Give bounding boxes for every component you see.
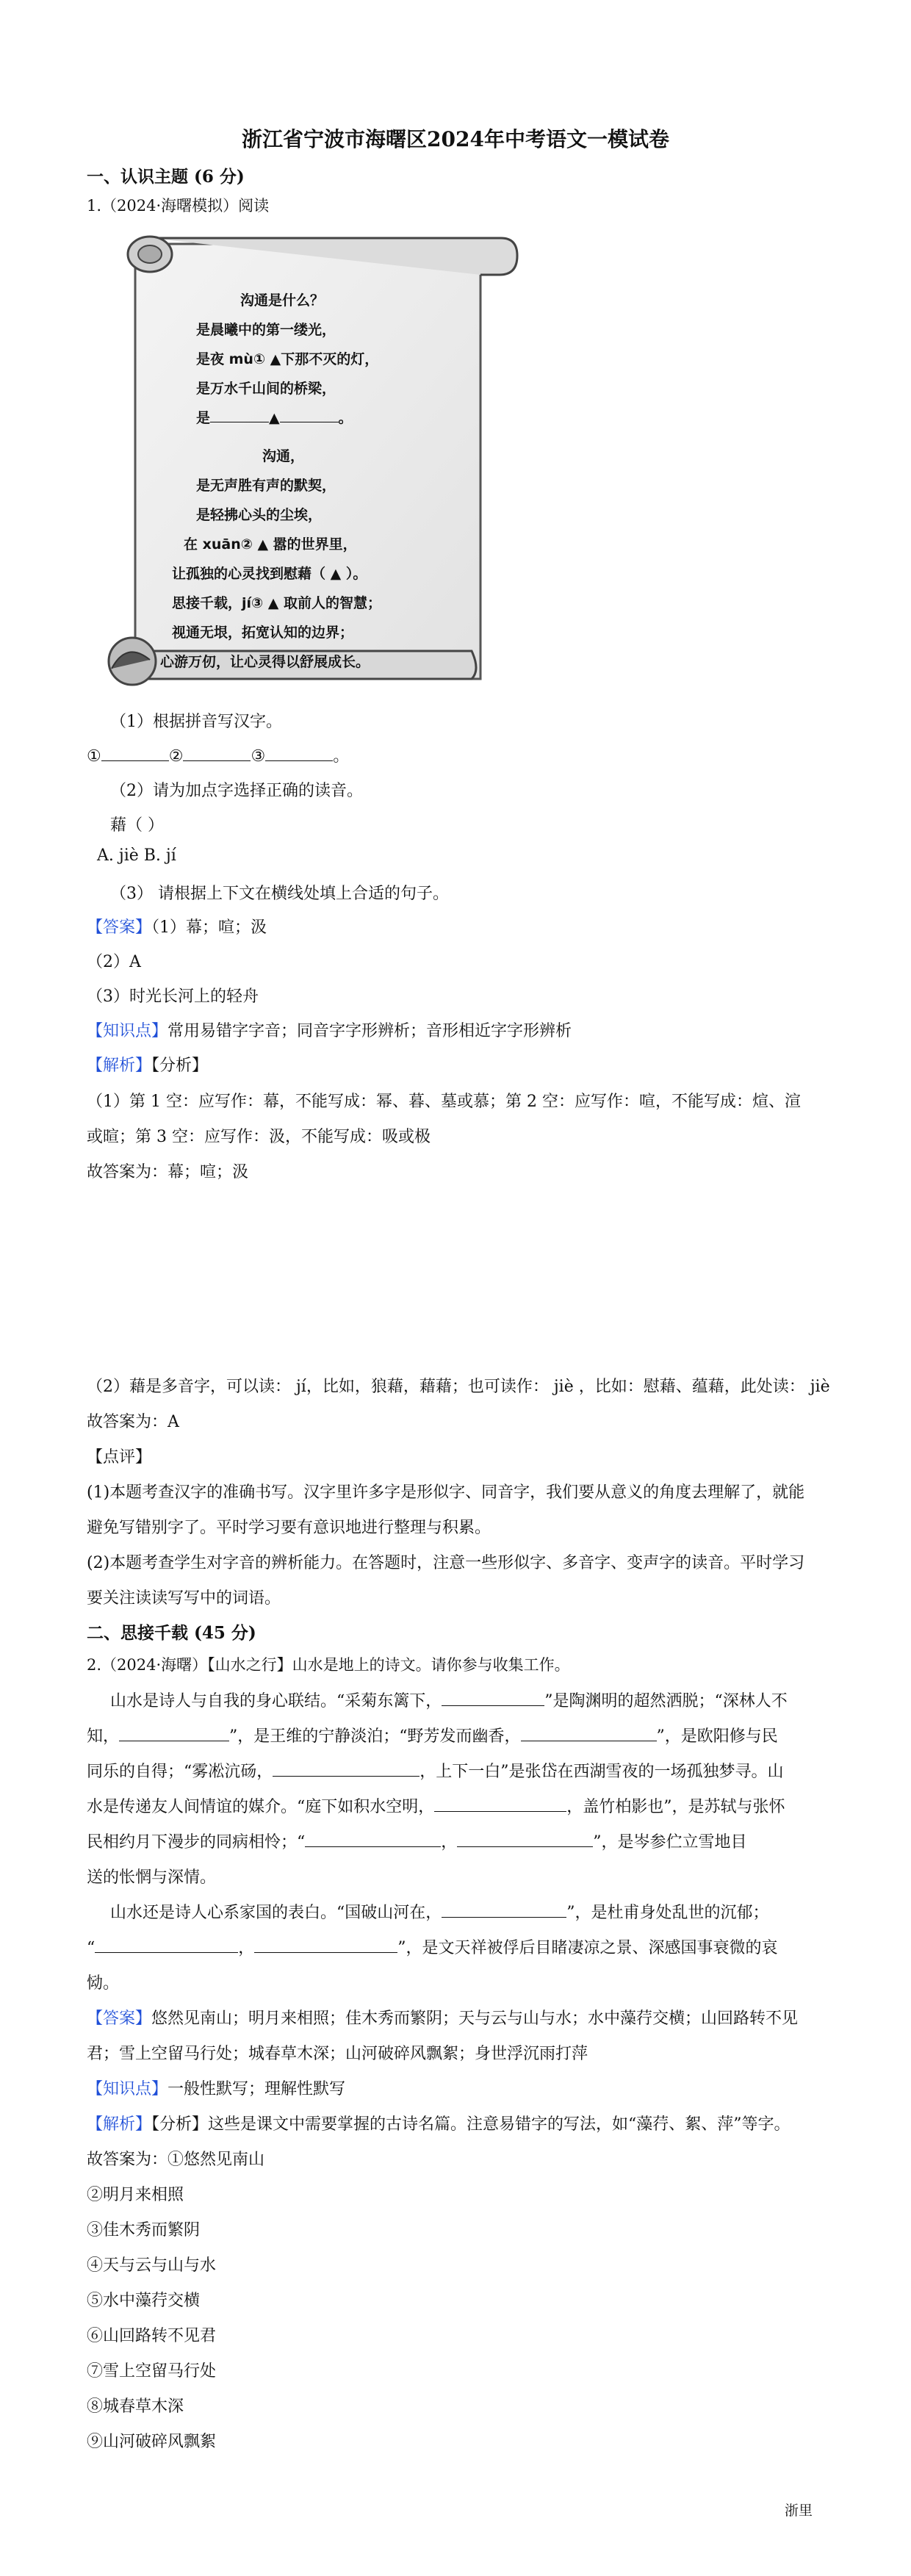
analysis-line: （2）藉是多音字，可以读： jí，比如，狼藉，藉藉；也可读作： jiè ，比如：慰藉、蕴藉，此处读： jiè: [87, 1378, 830, 1396]
passage-line: 民相约月下漫步的同病相怜；“ ， ”，是岑参伫立雪地目: [87, 1833, 747, 1852]
fill-blank[interactable]: [442, 1902, 566, 1918]
passage-line: 恸。: [87, 1974, 120, 1993]
sub-question-2-word: 藉（ ）: [110, 816, 164, 835]
analysis-line: 或暄；第 3 空：应写作：汲，不能写成：吸或极: [87, 1128, 431, 1146]
answer-list-item: ⑥山回路转不见君: [87, 2327, 217, 2345]
answer-list-item: ②明月来相照: [87, 2186, 184, 2204]
sub-question-2: （2）请为加点字选择正确的读音。: [110, 782, 363, 800]
question-2-stem: 2.（2024·海曙）【山水之行】山水是地上的诗文。请你参与收集工作。: [87, 1656, 570, 1674]
answer-list-item: ⑤水中藻荇交横: [87, 2292, 201, 2310]
fill-blank[interactable]: [434, 1796, 566, 1812]
poem-line: 沟通，: [262, 448, 305, 464]
review-line: 要关注读读写写中的词语。: [87, 1589, 281, 1608]
review-line: (1)本题考查汉字的准确书写。汉字里许多字是形似字、同音字，我们要从意义的角度去理解了，就能: [87, 1483, 805, 1502]
fill-blank[interactable]: [254, 1938, 397, 1953]
passage-line: 水是传递友人间情谊的媒介。“庭下如积水空明， ，盖竹柏影也”，是苏轼与张怀: [87, 1798, 785, 1816]
answer-blanks: ① ② ③ 。: [87, 747, 350, 766]
answer-list-intro: 故答案为：①悠然见南山: [87, 2151, 265, 2169]
fill-blank[interactable]: [457, 1832, 593, 1847]
poem-line: 心游万仞，让心灵得以舒展成长。: [160, 654, 370, 670]
blank-2[interactable]: [183, 746, 251, 761]
page-footer: 浙里: [785, 2503, 813, 2519]
fill-blank[interactable]: [521, 1726, 657, 1741]
blank-3[interactable]: [265, 746, 333, 761]
answer-line-3: （3）时光长河上的轻舟: [87, 987, 259, 1006]
fill-blank[interactable]: [273, 1761, 420, 1777]
section-heading-2: 二、思接千载 (45 分): [87, 1623, 256, 1643]
analysis-line: 故答案为：A: [87, 1413, 179, 1431]
answer-list-item: ⑨山河破碎风飘絮: [87, 2433, 217, 2451]
poem-line: 是 ▲ 。: [196, 407, 353, 427]
q2-analysis: 【解析】【分析】这些是课文中需要掌握的古诗名篇。注意易错字的写法，如“藻荇、絮、萍”等字。: [87, 2115, 791, 2134]
analysis-line: 故答案为：幕；喧；汲: [87, 1163, 249, 1181]
answer-list-item: ⑧城春草木深: [87, 2397, 184, 2416]
poem-line: 是夜 mù① ▲下那不灭的灯，: [196, 351, 379, 367]
poem-line: 思接千载，jí③ ▲ 取前人的智慧；: [172, 595, 381, 611]
poem-text: [104, 229, 519, 694]
blank-1[interactable]: [101, 746, 169, 761]
poem-line: 视通无垠，拓宽认知的边界；: [172, 625, 354, 641]
answer-tag: 【答案】: [87, 918, 152, 937]
poem-line: 是无声胜有声的默契，: [196, 478, 336, 494]
fill-blank[interactable]: [305, 1832, 441, 1847]
passage-line: 山水还是诗人心系家国的表白。“国破山河在， ”，是杜甫身处乱世的沉郁；: [110, 1904, 769, 1922]
analysis-heading: 【解析】【分析】: [87, 1057, 209, 1075]
fill-blank[interactable]: [95, 1938, 238, 1953]
answer-line-1: 【答案】（1）幕；喧；汲: [87, 918, 267, 937]
sub-question-2-options[interactable]: A. jiè B. jí: [97, 846, 176, 865]
page-title: 浙江省宁波市海曙区2024年中考语文一模试卷: [242, 127, 669, 151]
poem-line: 是万水千山间的桥梁，: [196, 381, 336, 397]
passage-line: 同乐的自得；“雾凇沆砀， ，上下一白”是张岱在西湖雪夜的一场孤独梦寻。山: [87, 1763, 784, 1781]
scroll-illustration: [104, 229, 519, 694]
poem-line: 在 xuān② ▲ 嚣的世界里，: [184, 536, 357, 553]
answer-list-item: ③佳木秀而繁阴: [87, 2221, 201, 2239]
question-1-stem: 1.（2024·海曙模拟）阅读: [87, 197, 270, 215]
sub-question-1: （1）根据拼音写汉字。: [110, 713, 282, 731]
answer-list-item: ⑦雪上空留马行处: [87, 2362, 217, 2381]
poem-line: 是晨曦中的第一缕光，: [196, 322, 336, 338]
fill-blank[interactable]: [442, 1691, 544, 1706]
passage-line: “ ， ”，是文天祥被俘后目睹凄凉之景、深感国事衰微的哀: [87, 1939, 778, 1957]
q2-answer-cont: 君；雪上空留马行处；城春草木深；山河破碎风飘絮；身世浮沉雨打萍: [87, 2045, 588, 2063]
q2-knowledge-point: 【知识点】一般性默写；理解性默写: [87, 2080, 346, 2098]
answer-line-2: （2）A: [87, 953, 141, 971]
poem-line: 是轻拂心头的尘埃，: [196, 507, 323, 523]
passage-line: 送的怅惘与深情。: [87, 1868, 217, 1887]
knowledge-point: 【知识点】常用易错字字音；同音字字形辨析；音形相近字字形辨析: [87, 1022, 572, 1040]
sub-question-3: （3） 请根据上下文在横线处填上合适的句子。: [110, 885, 449, 903]
review-line: (2)本题考查学生对字音的辨析能力。在答题时，注意一些形似字、多音字、变声字的读音。平时学习: [87, 1554, 805, 1572]
analysis-line: （1）第 1 空：应写作：幕，不能写成：幂、暮、墓或慕；第 2 空：应写作：喧，不能写成：煊、渲: [87, 1093, 801, 1111]
poem-line: 让孤独的心灵找到慰藉（ ▲ ）。: [172, 566, 367, 582]
answer-list-item: ④天与云与山与水: [87, 2256, 217, 2275]
section-heading-1: 一、认识主题 (6 分): [87, 167, 245, 187]
fill-blank[interactable]: [119, 1726, 229, 1741]
poem-line: 沟通是什么？: [240, 292, 325, 309]
passage-line: 知， ”，是王维的宁静淡泊；“野芳发而幽香， ”，是欧阳修与民: [87, 1727, 778, 1746]
review-line: 避免写错别字了。平时学习要有意识地进行整理与积累。: [87, 1519, 491, 1537]
review-tag: 【点评】: [87, 1448, 152, 1467]
passage-line: 山水是诗人与自我的身心联结。“采菊东篱下， ”是陶渊明的超然洒脱；“深林人不: [110, 1692, 788, 1710]
q2-answer: 【答案】悠然见南山；明月来相照；佳木秀而繁阴；天与云与山与水；水中藻荇交横；山回路转不见: [87, 2010, 799, 2028]
